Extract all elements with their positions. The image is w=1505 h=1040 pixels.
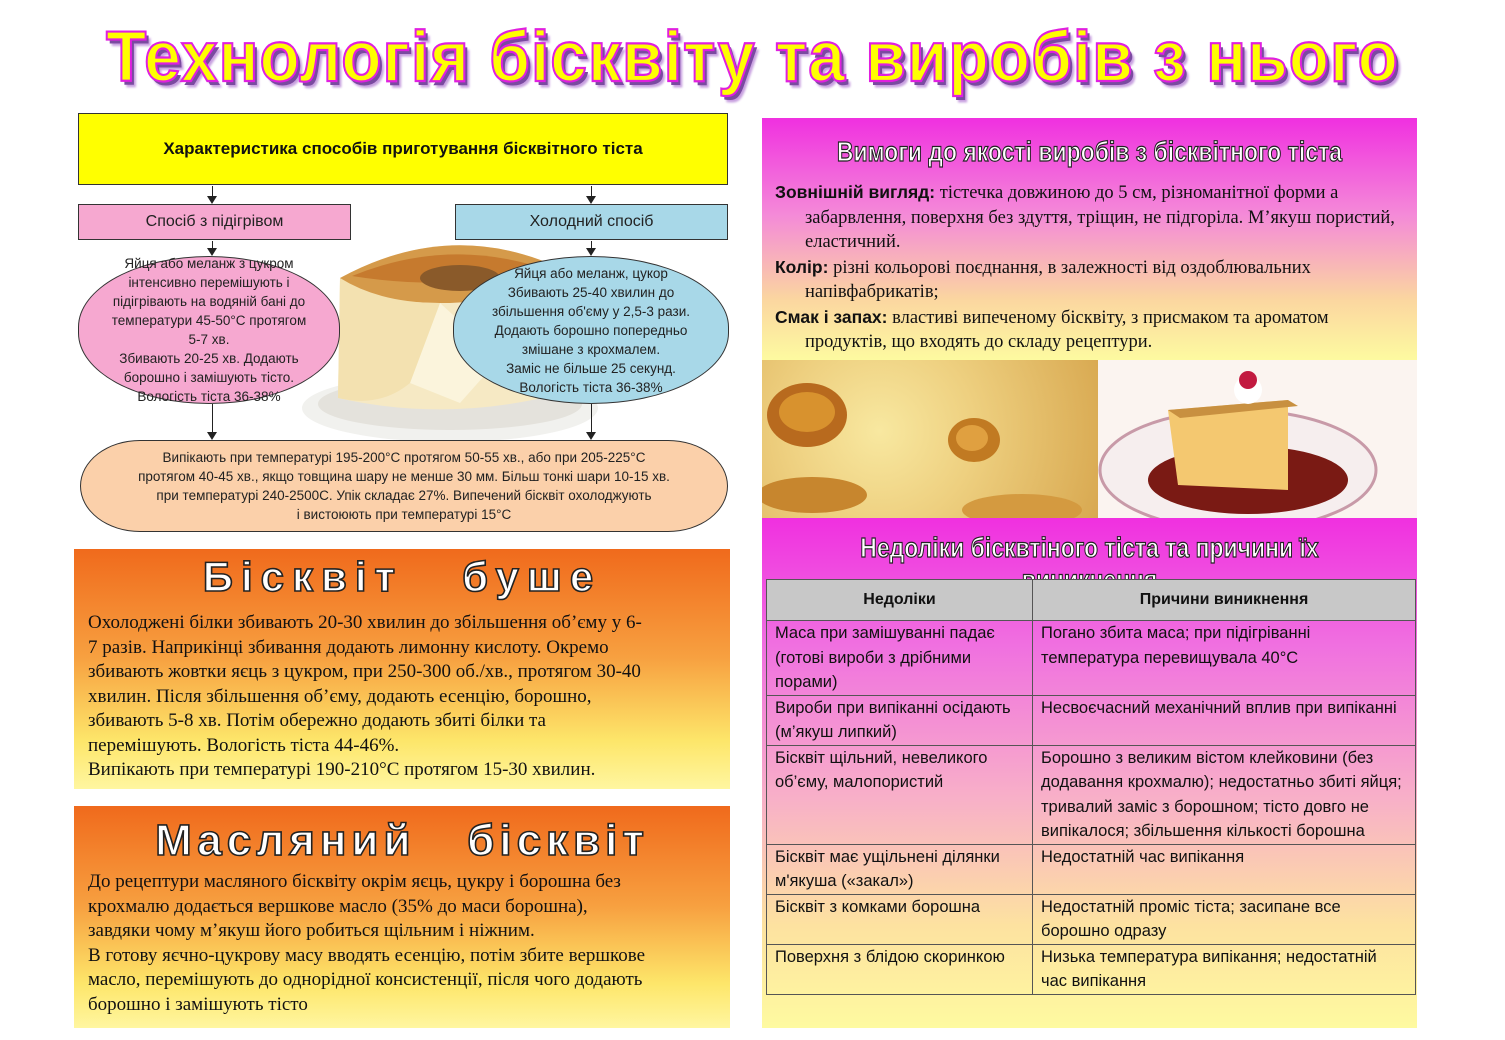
arrow-to-hot [212,186,213,202]
hot-line: інтенсивно перемішують і [128,275,290,290]
bushe-line: перемішують. Вологість тіста 44-46%. [88,734,400,756]
hot-line: Яйця або меланж з цукром [124,256,294,271]
bushe-text [88,611,718,783]
butter-line: В готову яєчно-цукрову масу вводять есенцію, потім збите вершкове [88,944,646,966]
bushe-line: збивають 5-8 хв. Потім обережно додають збиті білки та [88,710,546,731]
page-title: Технологія бісквіту та виробів з нього [106,16,1399,96]
requirement-label: Зовнішній вигляд: [775,182,936,202]
butter-sponge-panel [74,806,730,1028]
requirement-appearance [775,180,1407,255]
cold-line: Збивають 25-40 хвилин до [507,284,675,300]
cold-method-description [453,256,729,404]
requirements-body [775,180,1407,355]
cold-line: Заміс не більше 25 секунд. [506,360,676,376]
defect-cell: Бісквіт з комками борошна [767,894,1033,944]
cake-slice-photo [1098,360,1417,518]
cause-cell: Низька температура випікання; недостатній час випікання [1033,944,1416,994]
cold-method-box: Холодний спосіб [455,204,728,240]
defect-cell: Бісквіт щільний, невеликого об’єму, малопористий [767,745,1033,844]
defect-cell: Вироби при випіканні осідають (м’якуш липкий) [767,695,1033,745]
butter-line: крохмалю додається вершкове масло (35% до маси борошна), [88,895,588,917]
defects-heading: Недоліки бісквтіного тіста та причини їх [860,532,1319,563]
arrow-cold-bake [591,404,592,438]
requirement-taste [775,305,1407,355]
table-row [767,695,1416,745]
requirements-heading: Вимоги до якості виробів з бісквітного тіста [836,136,1343,167]
defect-cell: Бісквіт має ущільнені ділянки м'якуша («закал») [767,844,1033,894]
cold-line: Вологість тіста 36-38% [519,379,663,395]
hot-line: Збивають 20-25 хв. Додають [119,351,299,366]
table-header-row [767,580,1416,621]
requirement-label: Колір: [775,256,829,277]
arrow-hot-desc [212,241,213,254]
bake-line: і вистоюють при температурі 15°С [296,507,512,522]
butter-heading: Масляний бісквіт [155,816,649,865]
cause-cell: Недостатній проміс тіста; засипане все борошно одразу [1033,894,1416,944]
requirement-color [775,255,1407,305]
table-row [767,621,1416,696]
requirement-text: різні кольорові поєднання, в залежності від оздоблювальних напівфабрикатів; [805,257,1311,302]
defect-cell: Поверхня з блідою скоринкою [767,944,1033,994]
bake-line: протягом 40-45 хв., якщо товщина шару не менше 30 мм. Більш тонкі шари 10-15 хв. [138,469,670,484]
hot-method-description [78,256,340,404]
defects-panel [762,518,1417,1028]
hot-line: борошно і замішують тісто. [123,370,295,385]
butter-line: завдяки чому м’якуш його робиться щільним і ніжним. [88,920,535,941]
table-row [767,894,1416,944]
cause-cell: Недостатній час випікання [1033,844,1416,894]
butter-text [88,870,718,1017]
cause-cell: Несвоєчасний механічний вплив при випіканні [1033,695,1416,745]
requirement-label: Смак і запах: [775,306,888,327]
cold-line: змішане з крохмалем. [521,341,661,357]
bake-line: Випікають при температурі 195-200°С протягом 50-55 хв., або при 205-225°С [162,450,646,465]
sponge-crumb-photo [762,360,1098,518]
requirement-text: тістечка довжиною до 5 см, різноманітної форми а забарвлення, поверхня без здуття, тріщин, не підгоріла. М’якуш пористий, еластичний. [805,183,1395,252]
cause-cell: Борошно з великим вістом клейковини (без додавання крохмалю); недостатньо збиті яйця; тривалий заміс з борошном; тісто довго не випікалося; збільшення кількості борошна [1033,745,1416,844]
butter-line: До рецептури масляного бісквіту окрім яєць, цукру і борошна без [88,871,621,892]
table-row [767,944,1416,994]
cause-cell: Погано збита маса; при підігріванні температура перевищувала 40°С [1033,621,1416,696]
butter-line: борошно і замішують тісто [88,993,308,1015]
bushe-line: збивають жовтки яєць з цукром, при 250-300 об./хв., протягом 30-40 [88,661,641,682]
butter-line: масло, перемішують до однорідної консистенції, після чого додають [88,969,643,990]
column-header-defect: Недоліки [767,580,1033,621]
requirement-text: властиві випеченому бісквіту, з присмаком та ароматом продуктів, що входять до складу рецептури. [805,307,1329,352]
bushe-line: 7 разів. Наприкінці збивання додають лимонну кислоту. Окремо [88,636,609,658]
bushe-line: Випікають при температурі 190-210°С протягом 15-30 хвилин. [88,759,596,780]
arrow-to-cold [591,186,592,202]
cold-line: збільшення об'єму у 2,5-3 рази. [492,303,690,319]
defects-table [766,579,1416,995]
hot-method-box: Спосіб з підігрівом [78,204,351,240]
bushe-line: хвилин. Після збільшення об’єму, додають есенцію, борошно, [88,685,592,707]
bushe-panel [74,549,730,789]
column-header-cause: Причини виникнення [1033,580,1416,621]
bushe-line: Охолоджені білки збивають 20-30 хвилин до збільшення об’єму у 6- [88,612,642,633]
hot-line: Вологість тіста 36-38% [137,389,281,404]
cold-line: Яйця або меланж, цукор [514,265,668,281]
bushe-heading: Бісквіт буше [202,553,602,600]
flowchart-header: Характеристика способів приготування бісквітного тіста [78,113,728,185]
cold-line: Додають борошно попередньо [494,322,688,338]
table-row [767,844,1416,894]
defect-cell: Маса при замішуванні падає (готові вироби з дрібними порами) [767,621,1033,696]
bake-line: при температурі 240-2500С. Упік складає 27%. Випечений бісквіт охолоджують [156,488,652,503]
arrow-hot-bake [212,404,213,438]
baking-description [80,440,728,532]
quality-requirements-panel [762,118,1417,360]
hot-line: підігрівають на водяній бані до [112,294,306,309]
table-row [767,745,1416,844]
hot-line: температури 45-50°С протягом 5-7 хв. [111,313,307,347]
